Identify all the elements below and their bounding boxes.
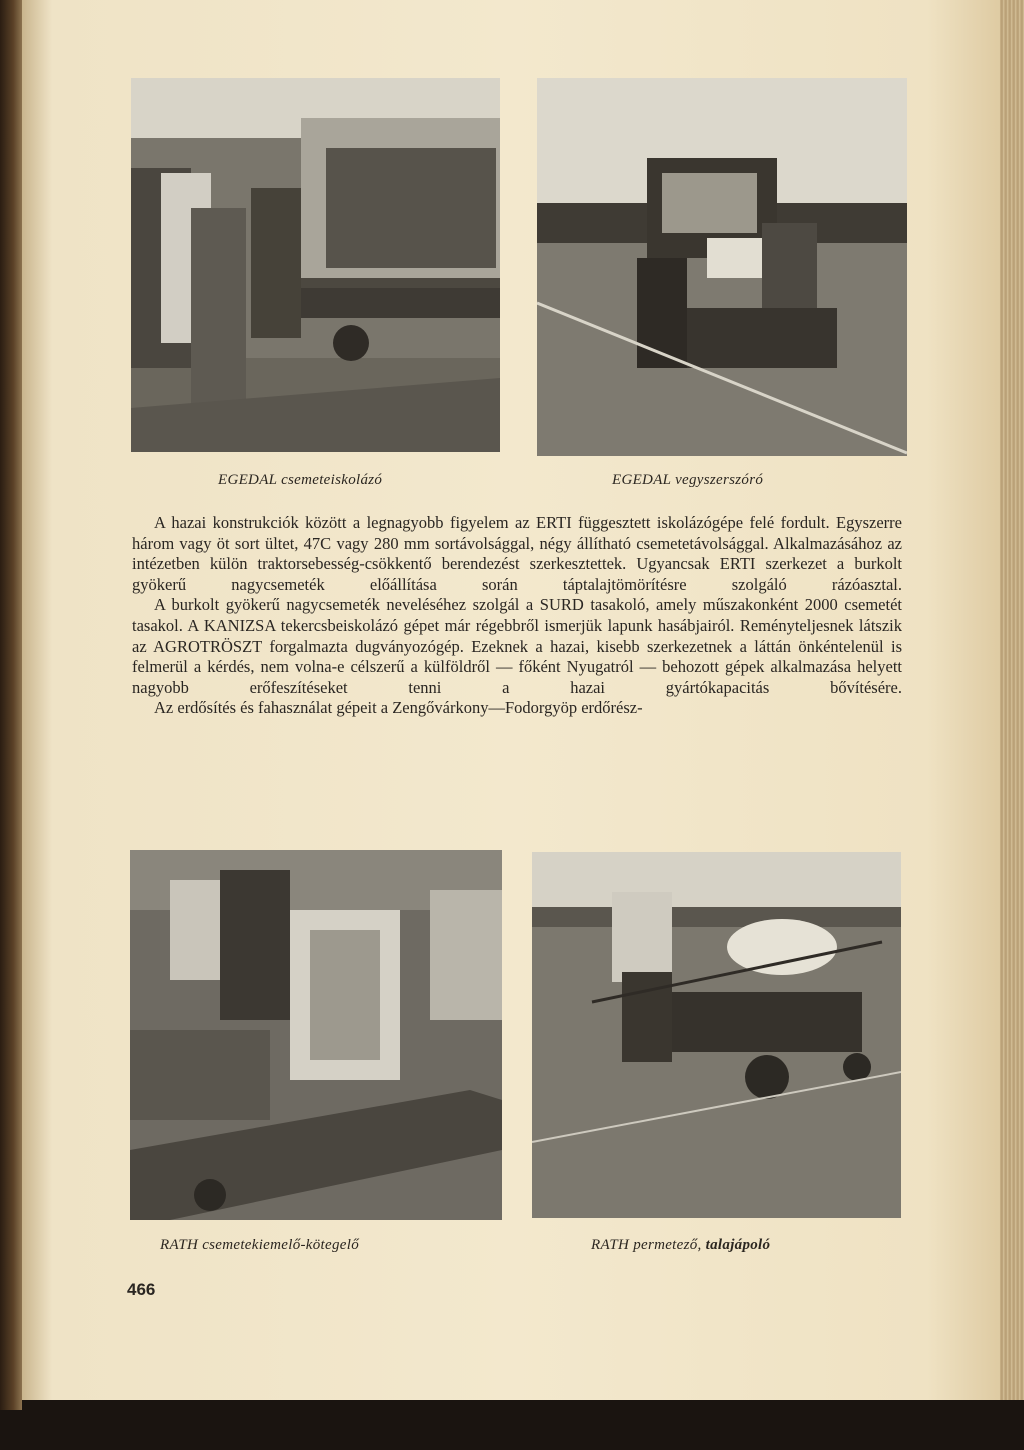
- photo-caption: RATH csemetekiemelő-kötegelő: [160, 1237, 360, 1253]
- paragraph: A burkolt gyökerű nagycsemeték neveléséhez szolgál a SURD tasakoló, amely műszakonként 2000 csemetét tasakol. A KANIZSA tekercsbeiskolázó gépet már régebbről ismerjük lapunk hasábjairól. Reményteljesnek látszik az AGROTRÖSZT forgalmazta dugványozógép. Ezeknek a hazai, kisebb szerkezetnek a láttán önkéntelenül is felmerül a kérdés, nem volna-e célszerű a külföldről — főként Nyugatról — behozott gépek alkalmazása helyett nagyobb erőfeszítéseket tenni a hazai gyártókapacitás bővítésére.: [132, 595, 902, 697]
- caption-text: RATH permetező,: [591, 1237, 702, 1253]
- paragraph: A hazai konstrukciók között a legnagyobb figyelem az ERTI függesztett iskolázógépe felé fordult. Egyszerre három vagy öt sort ültet, 47C vagy 280 mm sortávolsággal, négy állítható csemetetávolsággal. Alkalmazásához az intézetben külön traktorsebesség-csökkentő berendezést szerkesztettek. Ugyancsak ERTI szerkezet a burkolt gyökerű nagycsemeték előállítása során táptalajtömörítésre szolgáló rázóasztal.: [132, 513, 902, 594]
- rath-sprayer-soil-cultivator-photo: [532, 852, 901, 1218]
- egedal-seedling-planter-photo: [131, 78, 500, 452]
- photo-caption: EGEDAL csemeteiskolázó: [218, 472, 383, 488]
- photo-caption: [591, 1237, 770, 1254]
- article-body: [132, 513, 902, 719]
- page-number: 466: [127, 1280, 156, 1299]
- caption-bold-text: talajápoló: [705, 1237, 771, 1253]
- book-spine: [0, 0, 22, 1410]
- paragraph: Az erdősítés és fahasználat gépeit a Zengővárkony—Fodorgyöp erdőrész-: [154, 698, 643, 718]
- page-edge: [1000, 0, 1024, 1400]
- rath-seedling-lifter-binder-photo: [130, 850, 502, 1220]
- egedal-chemical-spreader-photo: [537, 78, 907, 456]
- photo-caption: EGEDAL vegyszerszóró: [612, 472, 764, 488]
